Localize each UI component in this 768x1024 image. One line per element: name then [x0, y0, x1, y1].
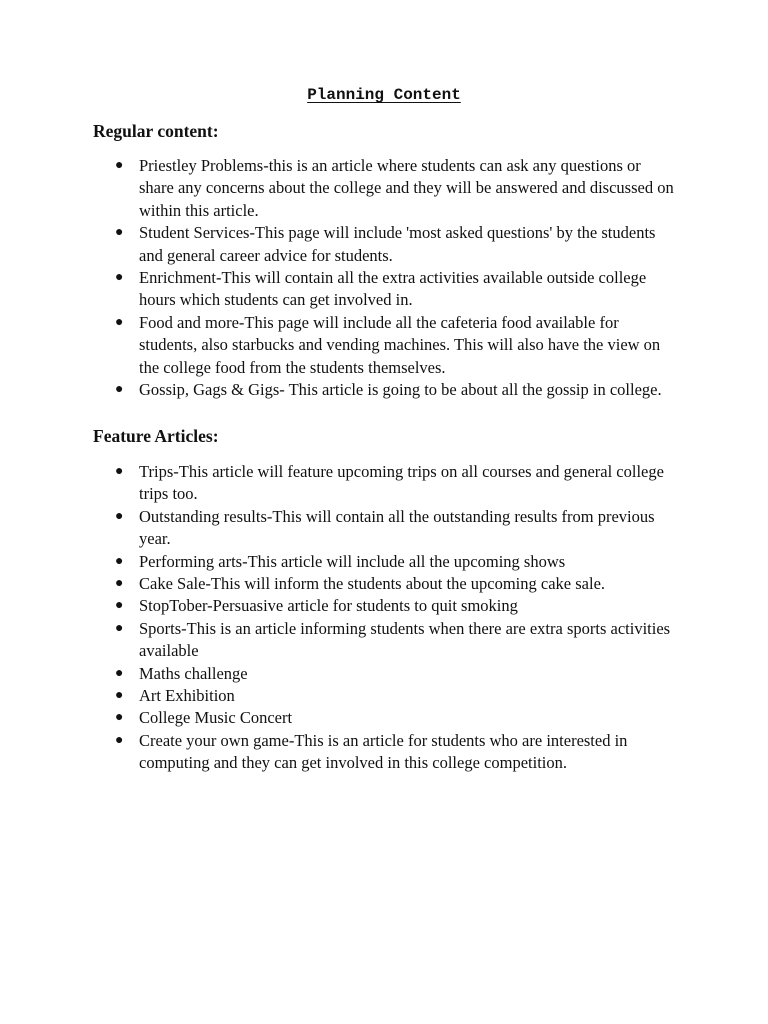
bullet-icon: ● — [115, 382, 124, 398]
list-item — [0, 461, 679, 506]
list-item-text: Create your own game-This is an article for students who are interested in computing and they can get involved in this college competition. — [139, 730, 628, 773]
list-item — [0, 379, 679, 401]
list-item — [0, 222, 679, 267]
list-item — [0, 595, 679, 617]
bullet-icon: ● — [115, 553, 124, 569]
list-item — [0, 663, 679, 685]
list-item-text: Cake Sale-This will inform the students about the upcoming cake sale. — [139, 574, 606, 594]
list-item-text: StopTober-Persuasive article for students to quit smoking — [139, 596, 518, 616]
bullet-icon: ● — [115, 225, 124, 241]
bullet-icon: ● — [115, 710, 124, 726]
bullet-icon: ● — [115, 620, 124, 636]
list-item-text: Gossip, Gags & Gigs- This article is going to be about all the gossip in college. — [139, 380, 662, 400]
list-item-text: Maths challenge — [139, 663, 248, 683]
bullet-icon: ● — [115, 688, 124, 704]
list-item — [0, 707, 679, 729]
page-title: Planning Content — [307, 86, 461, 104]
bullet-icon: ● — [115, 508, 124, 524]
bullet-icon: ● — [115, 270, 124, 286]
bullet-icon: ● — [115, 314, 124, 330]
bullet-icon: ● — [115, 158, 124, 173]
feature-articles-list — [0, 461, 768, 775]
bullet-icon: ● — [115, 598, 124, 614]
list-item — [0, 730, 679, 775]
list-item-text: Outstanding results-This will contain all the outstanding results from previous year. — [139, 506, 655, 549]
list-item — [0, 551, 679, 573]
list-item-text: Trips-This article will feature upcoming trips on all courses and general college trips too. — [139, 462, 664, 504]
list-item-text: Priestley Problems-this is an article where students can ask any questions or share any concerns about the college and they will be answered and discussed on within this article. — [139, 156, 674, 220]
list-item — [0, 573, 679, 595]
feature-articles-heading: Feature Articles: — [93, 426, 219, 446]
list-item — [0, 267, 679, 312]
regular-content-list — [0, 155, 768, 401]
regular-content-heading: Regular content: — [93, 121, 219, 141]
list-item-text: Performing arts-This article will include all the upcoming shows — [139, 551, 566, 571]
list-item — [0, 506, 679, 551]
list-item-text: Sports-This is an article informing students when there are extra sports activities available — [139, 618, 671, 661]
list-item-text: Student Services-This page will include 'most asked questions' by the students and general career advice for students. — [139, 223, 656, 265]
bullet-icon: ● — [115, 576, 124, 592]
list-item — [0, 312, 679, 379]
list-item-text: Food and more-This page will include all the cafeteria food available for students, also starbucks and vending machines. This will also have the view on the college food from the students themselves. — [139, 312, 661, 377]
list-item — [0, 685, 679, 707]
list-item — [0, 155, 679, 222]
bullet-icon: ● — [115, 665, 124, 681]
bullet-icon: ● — [115, 732, 124, 748]
list-item-text: Art Exhibition — [139, 686, 235, 706]
list-item-text: Enrichment-This will contain all the extra activities available outside college hours which students can get involved in. — [139, 268, 647, 310]
list-item-text: College Music Concert — [139, 708, 293, 728]
bullet-icon: ● — [115, 464, 124, 479]
list-item — [0, 618, 679, 663]
